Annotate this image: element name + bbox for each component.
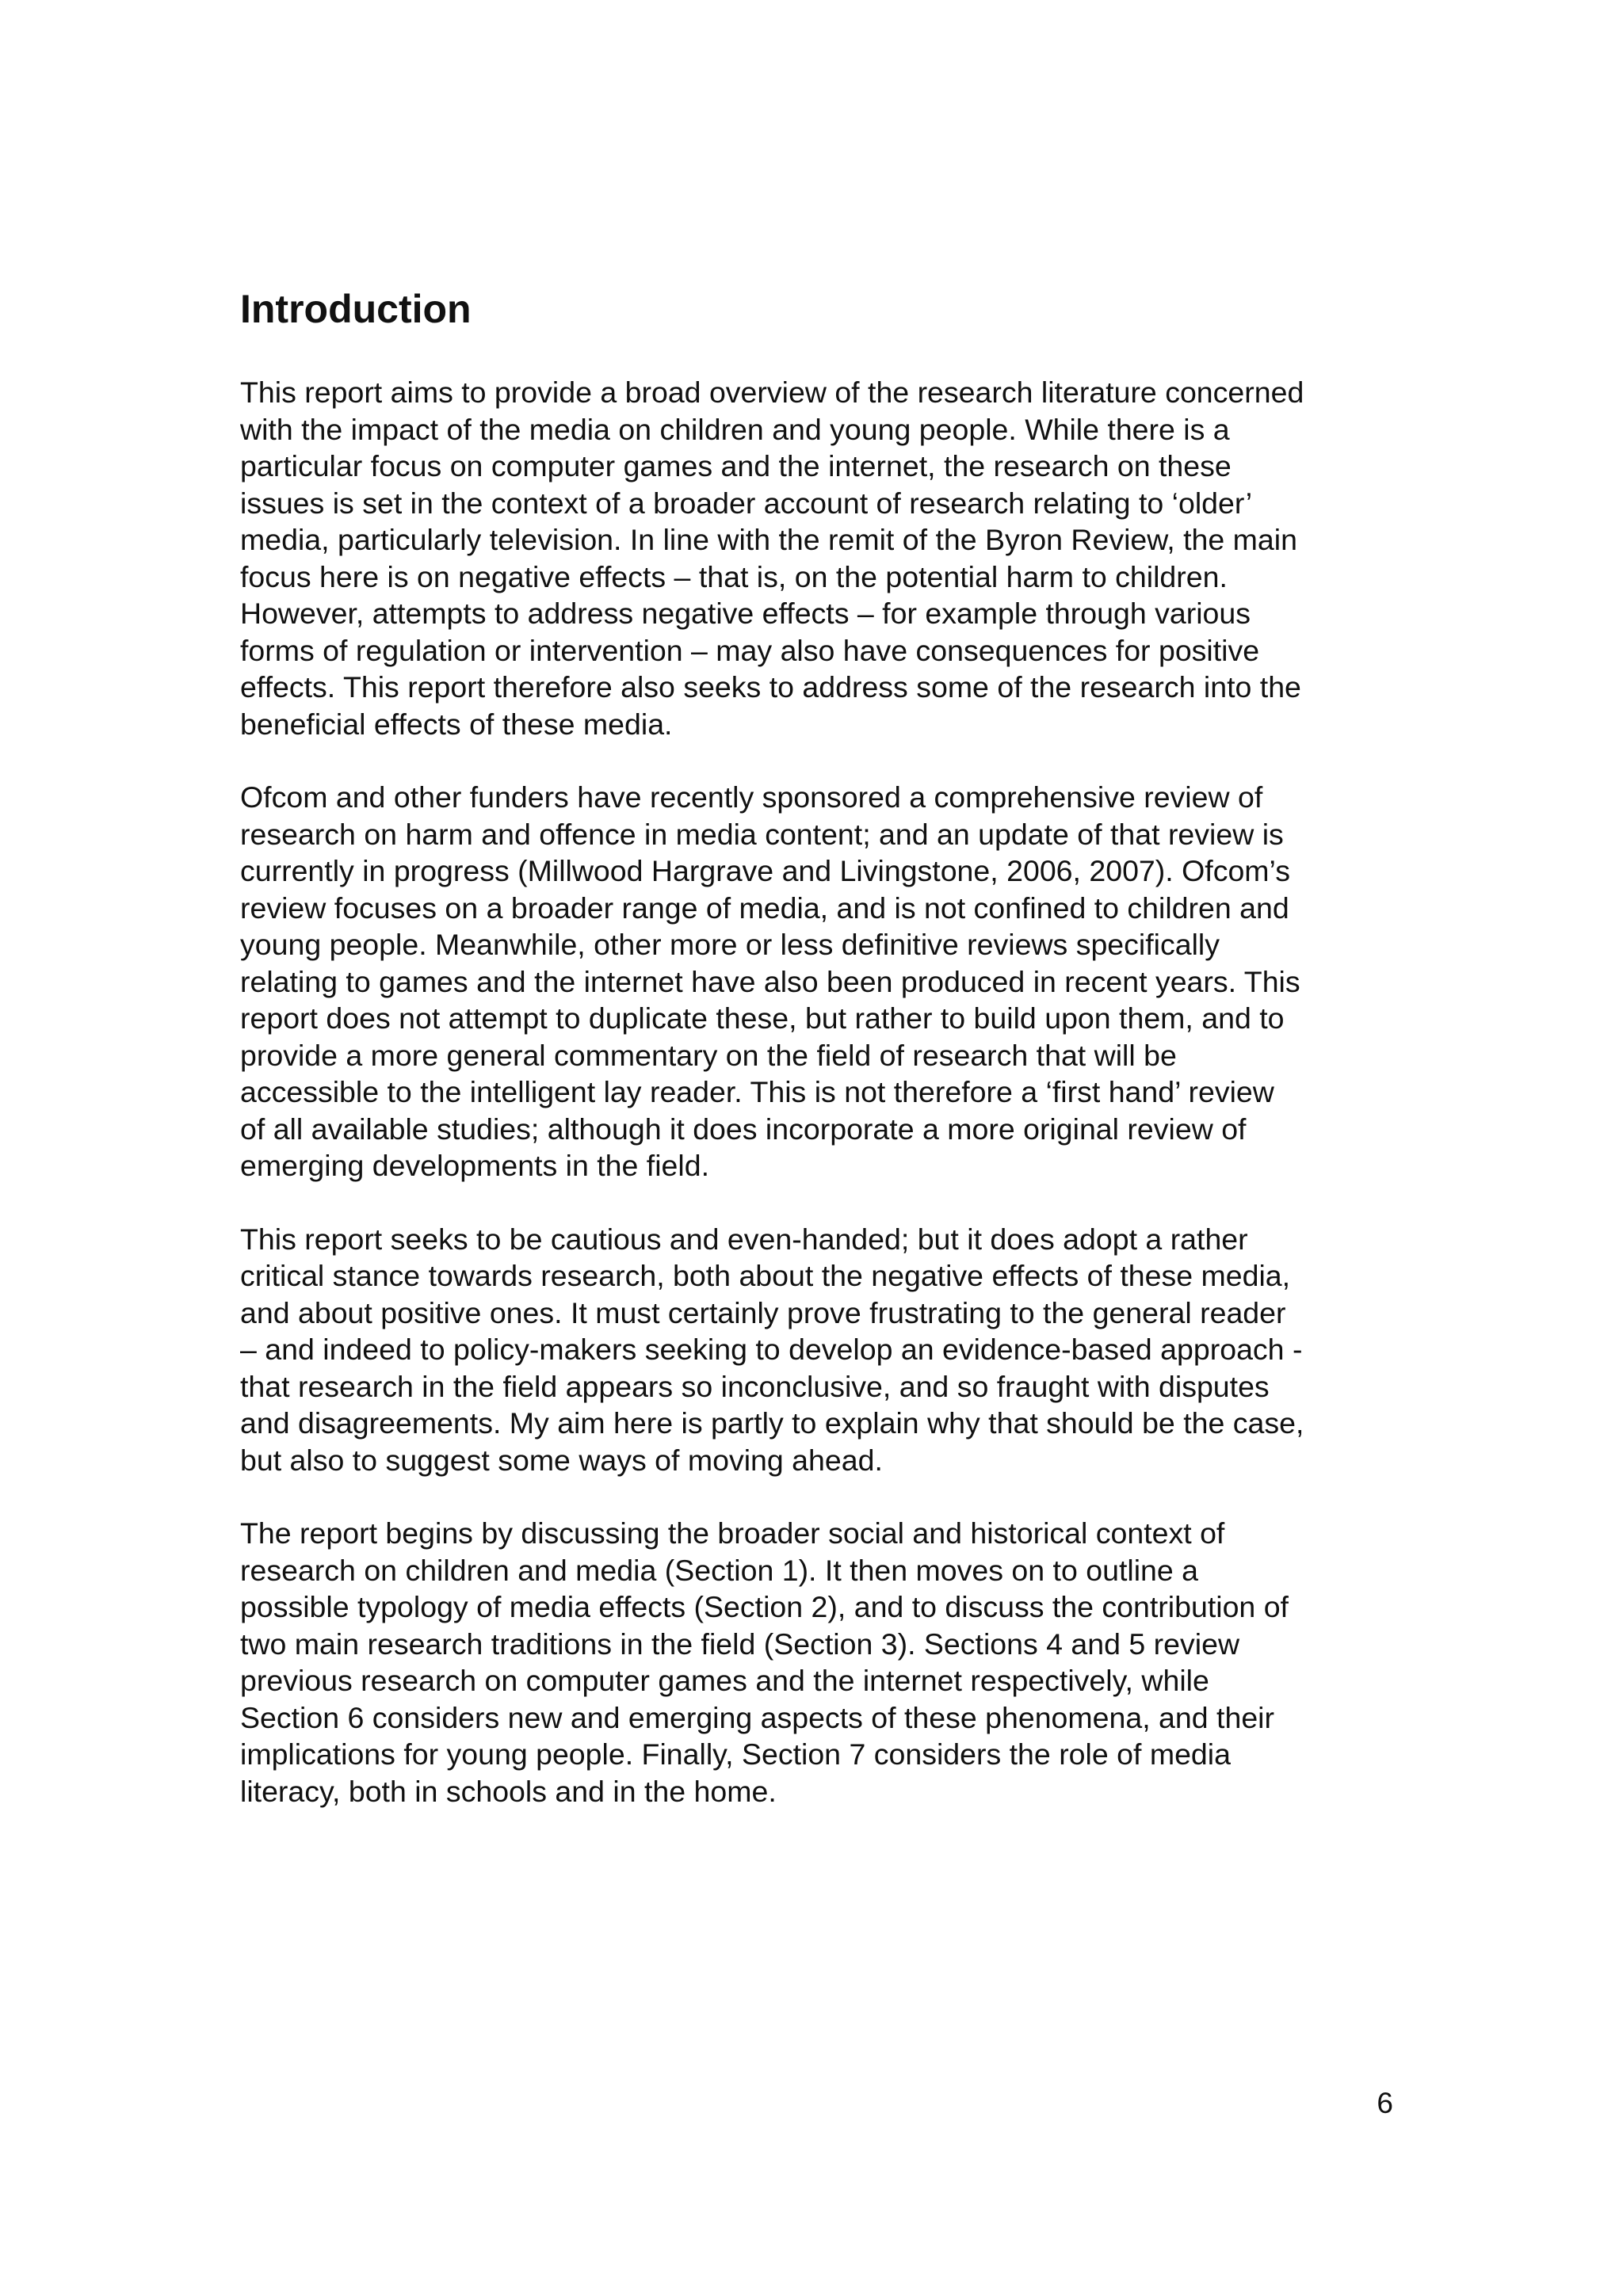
paragraph-1: This report aims to provide a broad overview of the research literature concerned with the impact of the media on children and young people. While there is a particular focus on computer games and the internet, the research on these issues is set in the context of a broader account of research relating to ‘older’ media, particularly television. In line with the remit of the Byron Review, the main focus here is on negative effects – that is, on the potential harm to children. However, attempts to address negative effects – for example through various forms of regulation or intervention – may also have consequences for positive effects. This report therefore also seeks to address some of the research into the beneficial effects of these media. [240,376,1304,741]
page-content [240,285,1397,1846]
paragraph-3: This report seeks to be cautious and even-handed; but it does adopt a rather critical stance towards research, both about the negative effects of these media, and about positive ones. It must certainly prove frustrating to the general reader – and indeed to policy-makers seeking to develop an evidence-based approach - that research in the field appears so inconclusive, and so fraught with disputes and disagreements. My aim here is partly to explain why that should be the case, but also to suggest some ways of moving ahead. [240,1222,1304,1477]
paragraph-4: The report begins by discussing the broader social and historical context of research on children and media (Section 1). It then moves on to outline a possible typology of media effects (Section 2), and to discuss the contribution of two main research traditions in the field (Section 3). Sections 4 and 5 review previous research on computer games and the internet respectively, while Section 6 considers new and emerging aspects of these phenomena, and their implications for young people. Finally, Section 7 considers the role of media literacy, both in schools and in the home. [240,1516,1289,1808]
section-heading: Introduction [240,287,472,331]
paragraph-2: Ofcom and other funders have recently sponsored a comprehensive review of research on harm and offence in media content; and an update of that review is currently in progress (Millwood Hargrave and Livingstone, 2006, 2007). Ofcom’s review focuses on a broader range of media, and is not confined to children and young people. Meanwhile, other more or less definitive reviews specifically relating to games and the internet have also been produced in recent years. This report does not attempt to duplicate these, but rather to build upon them, and to provide a more general commentary on the field of research that will be accessible to the intelligent lay reader. This is not therefore a ‘first hand’ review of all available studies; although it does incorporate a more original review of emerging developments in the field. [240,780,1300,1182]
page-number: 6 [1377,2087,1393,2119]
